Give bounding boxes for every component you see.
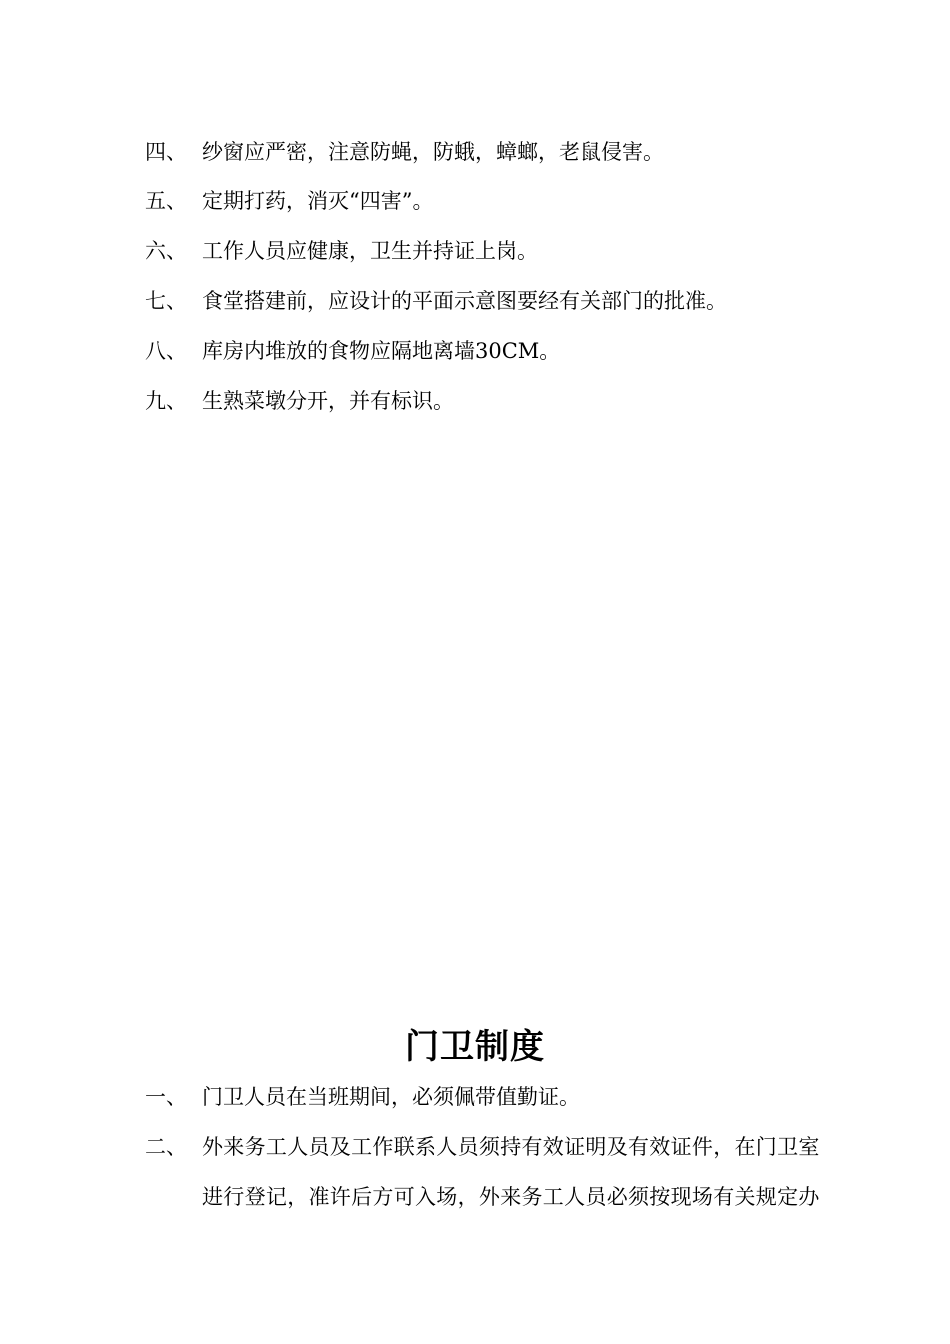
section-title: 门卫制度 bbox=[405, 1027, 545, 1067]
rule-text: 生熟菜墩分开，并有标识。 bbox=[202, 389, 454, 413]
rule-number: 五、 bbox=[145, 189, 187, 213]
rule-number: 二、 bbox=[145, 1135, 187, 1159]
rule-text: 定期打药，消灭“四害”。 bbox=[202, 189, 434, 213]
rule-text: 工作人员应健康，卫生并持证上岗。 bbox=[202, 239, 538, 263]
rule-number: 九、 bbox=[145, 389, 187, 413]
rule-number: 四、 bbox=[145, 140, 187, 164]
rule-text: 门卫人员在当班期间，必须佩带值勤证。 bbox=[202, 1085, 580, 1109]
rule-number: 八、 bbox=[145, 339, 187, 363]
rule-number: 一、 bbox=[145, 1085, 187, 1109]
rule-number: 七、 bbox=[145, 289, 187, 313]
rule-number: 六、 bbox=[145, 239, 187, 263]
rule-text-line: 进行登记，准许后方可入场，外来务工人员必须按现场有关规定办 bbox=[202, 1185, 820, 1209]
rule-text: 纱窗应严密，注意防蝇，防蛾，蟑螂，老鼠侵害。 bbox=[202, 140, 664, 164]
rule-text-line: 外来务工人员及工作联系人员须持有效证明及有效证件，在门卫室 bbox=[202, 1135, 820, 1159]
rule-text: 食堂搭建前，应设计的平面示意图要经有关部门的批准。 bbox=[202, 289, 727, 313]
rule-text: 库房内堆放的食物应隔地离墙30CM。 bbox=[202, 339, 561, 363]
